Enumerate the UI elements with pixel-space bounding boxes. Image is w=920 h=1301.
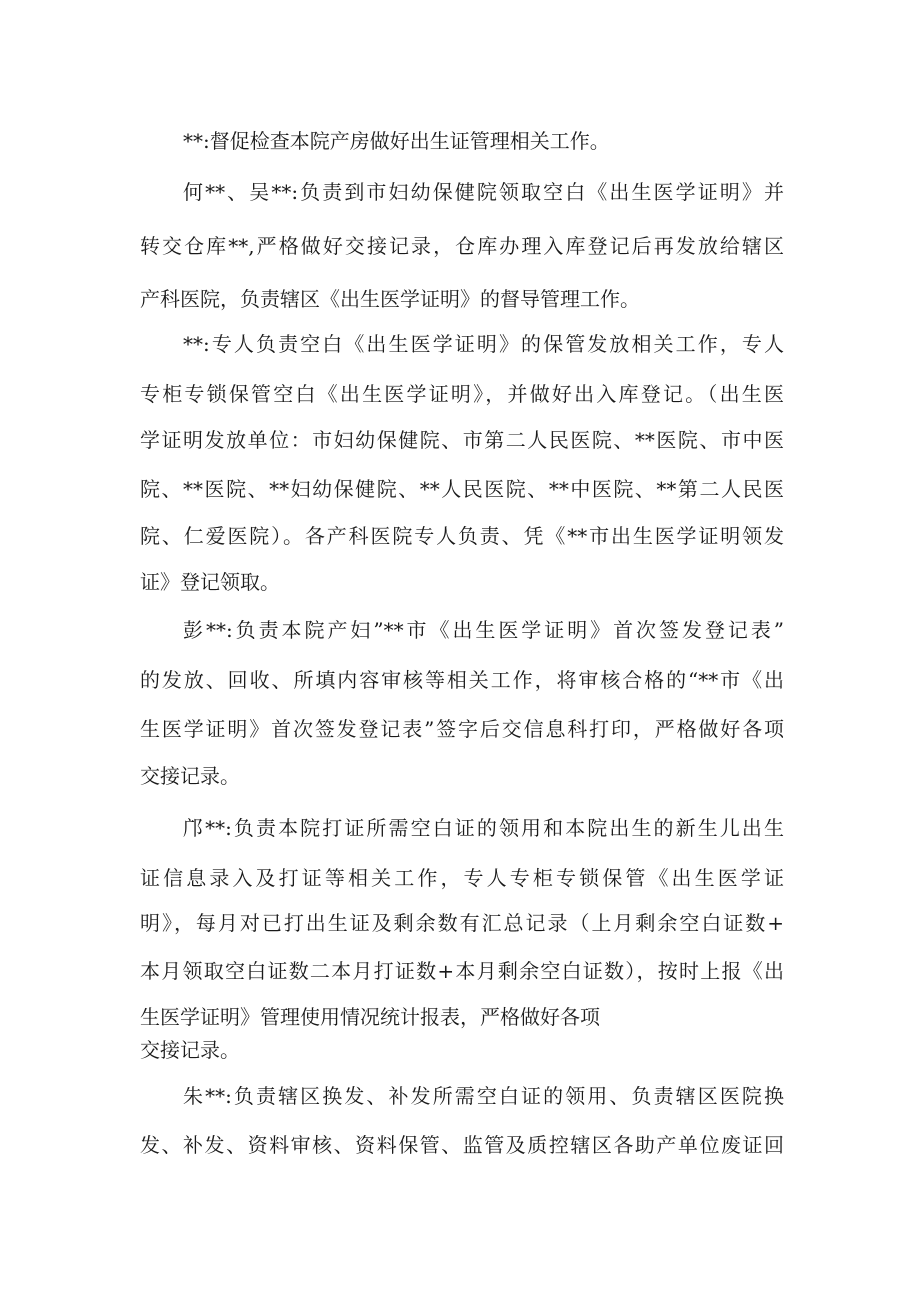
paragraph-1-line-1: **:督促检查本院产房做好出生证管理相关工作。: [183, 129, 610, 153]
paragraph-3-line-5: 院、仁爱医院）。各产科医院专人负责、凭《**市出生医学证明领发: [140, 524, 784, 548]
paragraph-5-line-3: 明》，每月对已打出生证及剩余数有汇总记录（上月剩余空白证数+: [140, 911, 784, 935]
paragraph-3-line-2: 专柜专锁保管空白《出生医学证明》，并做好出入库登记。（出生医: [140, 382, 784, 406]
paragraph-3-line-6: 证》登记领取。: [140, 570, 280, 594]
paragraph-2-line-2: 转交仓库**,严格做好交接记录，仓库办理入库登记后再发放给辖区: [140, 234, 784, 258]
paragraph-2-line-1: 何**、吴**:负责到市妇幼保健院领取空白《出生医学证明》并: [183, 180, 784, 204]
paragraph-4-line-4: 交接记录。: [140, 764, 240, 788]
paragraph-4-line-2: 的发放、回收、所填内容审核等相关工作，将审核合格的“**市《出: [140, 668, 784, 692]
paragraph-5-line-1: 邝**:负责本院打证所需空白证的领用和本院出生的新生儿出生: [183, 816, 784, 840]
paragraph-6-line-1: 朱**:负责辖区换发、补发所需空白证的领用、负责辖区医院换: [183, 1084, 784, 1108]
paragraph-5-line-4: 本月领取空白证数二本月打证数+本月剩余空白证数），按时上报《出: [140, 959, 784, 983]
paragraph-6-line-2: 发、补发、资料审核、资料保管、监管及质控辖区各助产单位废证回: [140, 1133, 784, 1157]
paragraph-5-line-5: 生医学证明》管理使用情况统计报表，严格做好各项: [140, 1005, 600, 1029]
paragraph-4-line-3: 生医学证明》首次签发登记表”签字后交信息科打印，严格做好各项: [140, 717, 784, 741]
paragraph-2-line-3: 产科医院，负责辖区《出生医学证明》的督导管理工作。: [140, 287, 640, 311]
paragraph-3-line-1: **:专人负责空白《出生医学证明》的保管发放相关工作，专人: [183, 332, 784, 356]
paragraph-4-line-1: 彭**:负责本院产妇”**市《出生医学证明》首次签发登记表”: [183, 618, 784, 642]
paragraph-5-line-6: 交接记录。: [140, 1038, 240, 1062]
paragraph-3-line-4: 院、**医院、**妇幼保健院、**人民医院、**中医院、**第二人民医: [140, 477, 784, 501]
paragraph-5-line-2: 证信息录入及打证等相关工作，专人专柜专锁保管《出生医学证: [140, 866, 784, 890]
paragraph-3-line-3: 学证明发放单位：市妇幼保健院、市第二人民医院、**医院、市中医: [140, 428, 784, 452]
